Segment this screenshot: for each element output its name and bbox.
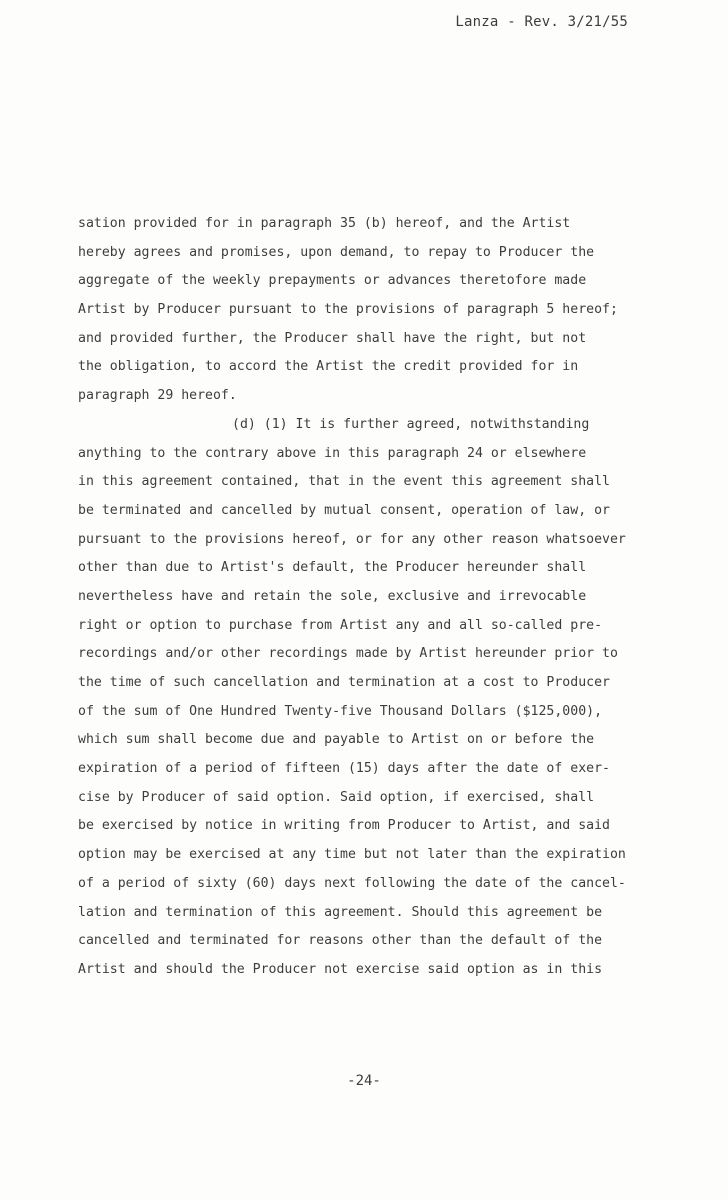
text-line: hereby agrees and promises, upon demand, to repay to Producer the bbox=[78, 244, 595, 260]
text-line: lation and termination of this agreement. Should this agreement be bbox=[78, 904, 603, 920]
text-line: paragraph 29 hereof. bbox=[78, 388, 237, 404]
text-line: nevertheless have and retain the sole, exclusive and irrevocable bbox=[78, 588, 587, 604]
header-reference: Lanza - Rev. 3/21/55 bbox=[455, 14, 628, 30]
text-line: the time of such cancellation and termination at a cost to Producer bbox=[78, 675, 610, 690]
text-line: of the sum of One Hundred Twenty-five Thousand Dollars ($125,000), bbox=[78, 703, 603, 719]
subparagraph-heading-line: (d) (1) It is further agreed, notwithstanding bbox=[232, 416, 590, 432]
text-line: sation provided for in paragraph 35 (b) hereof, and the Artist bbox=[78, 216, 571, 231]
text-line: pursuant to the provisions hereof, or for any other reason whatsoever bbox=[78, 531, 626, 547]
text-line: the obligation, to accord the Artist the credit provided for in bbox=[78, 359, 579, 375]
text-line: right or option to purchase from Artist any and all so-called pre- bbox=[78, 617, 603, 633]
text-line: Artist and should the Producer not exercise said option as in this bbox=[78, 961, 603, 977]
page-number: -24- bbox=[347, 1073, 381, 1089]
text-line: expiration of a period of fifteen (15) days after the date of exer- bbox=[78, 761, 610, 777]
text-line: which sum shall become due and payable to Artist on or before the bbox=[78, 732, 595, 748]
text-line: anything to the contrary above in this paragraph 24 or elsewhere bbox=[78, 445, 587, 461]
text-line: option may be exercised at any time but not later than the expiration bbox=[78, 847, 626, 863]
text-line: cise by Producer of said option. Said option, if exercised, shall bbox=[78, 789, 595, 805]
text-line: of a period of sixty (60) days next following the date of the cancel- bbox=[78, 875, 626, 891]
text-line: be exercised by notice in writing from Producer to Artist, and said bbox=[78, 818, 610, 834]
text-line: cancelled and terminated for reasons other than the default of the bbox=[78, 933, 603, 949]
text-line: aggregate of the weekly prepayments or advances theretofore made bbox=[78, 273, 587, 289]
text-line: be terminated and cancelled by mutual consent, operation of law, or bbox=[78, 502, 610, 518]
text-line: recordings and/or other recordings made by Artist hereunder prior to bbox=[78, 646, 618, 662]
text-line: other than due to Artist's default, the Producer hereunder shall bbox=[78, 560, 587, 576]
document-body bbox=[78, 210, 678, 985]
text-line: Artist by Producer pursuant to the provisions of paragraph 5 hereof; bbox=[78, 302, 618, 318]
text-line: in this agreement contained, that in the event this agreement shall bbox=[78, 474, 610, 490]
text-line: and provided further, the Producer shall have the right, but not bbox=[78, 330, 587, 346]
